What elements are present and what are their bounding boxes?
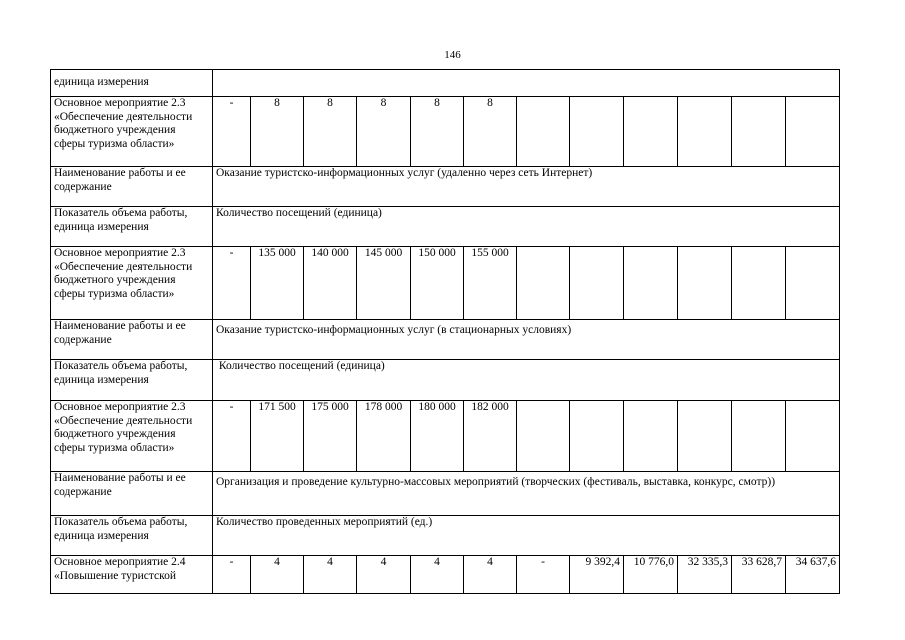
value-cell: 182 000 bbox=[464, 401, 517, 472]
row-span-text: Организация и проведение культурно-массовых мероприятий (творческих (фестиваль, выставка, конкурс, смотр)) bbox=[213, 472, 840, 516]
value-cell: 4 bbox=[357, 556, 411, 594]
value-cell bbox=[517, 97, 570, 167]
value-cell: 4 bbox=[464, 556, 517, 594]
row-label: Показатель объема работы, единица измерения bbox=[51, 360, 213, 401]
table-row bbox=[51, 97, 840, 167]
value-cell: 135 000 bbox=[251, 247, 304, 320]
value-cell: 8 bbox=[411, 97, 464, 167]
value-cell bbox=[786, 401, 840, 472]
row-span-text: Оказание туристско-информационных услуг (удаленно через сеть Интернет) bbox=[213, 167, 840, 207]
value-cell: 4 bbox=[411, 556, 464, 594]
value-cell bbox=[786, 97, 840, 167]
value-cell bbox=[570, 97, 624, 167]
row-label: Основное мероприятие 2.3 «Обеспечение деятельности бюджетного учреждения сферы туризма области» bbox=[51, 401, 213, 472]
value-cell: - bbox=[213, 97, 251, 167]
indicators-table bbox=[50, 69, 840, 594]
table-row bbox=[51, 320, 840, 360]
page-number: 146 bbox=[444, 49, 461, 61]
value-cell: 155 000 bbox=[464, 247, 517, 320]
value-cell bbox=[732, 247, 786, 320]
table-row bbox=[51, 247, 840, 320]
row-span-text: Количество посещений (единица) bbox=[213, 207, 840, 247]
value-cell: - bbox=[517, 556, 570, 594]
table-row bbox=[51, 70, 840, 97]
row-span-text: Оказание туристско-информационных услуг (в стационарных условиях) bbox=[213, 320, 840, 360]
row-label: Наименование работы и ее содержание bbox=[51, 472, 213, 516]
value-cell: 10 776,0 bbox=[624, 556, 678, 594]
value-cell: 8 bbox=[304, 97, 357, 167]
row-label: Наименование работы и ее содержание bbox=[51, 320, 213, 360]
row-label: Показатель объема работы, единица измерения bbox=[51, 516, 213, 556]
value-cell: 8 bbox=[251, 97, 304, 167]
table-row bbox=[51, 516, 840, 556]
value-cell: 8 bbox=[464, 97, 517, 167]
value-cell bbox=[624, 401, 678, 472]
row-span-text: Количество проведенных мероприятий (ед.) bbox=[213, 516, 840, 556]
row-label: Основное мероприятие 2.4 «Повышение туристской bbox=[51, 556, 213, 594]
value-cell bbox=[732, 401, 786, 472]
row-label: Основное мероприятие 2.3 «Обеспечение деятельности бюджетного учреждения сферы туризма области» bbox=[51, 97, 213, 167]
value-cell: 150 000 bbox=[411, 247, 464, 320]
value-cell bbox=[517, 247, 570, 320]
value-cell: 175 000 bbox=[304, 401, 357, 472]
value-cell: 140 000 bbox=[304, 247, 357, 320]
table-row bbox=[51, 167, 840, 207]
table-row bbox=[51, 360, 840, 401]
table-row bbox=[51, 472, 840, 516]
value-cell bbox=[624, 247, 678, 320]
value-cell: - bbox=[213, 247, 251, 320]
row-span-text bbox=[213, 70, 840, 97]
value-cell: 8 bbox=[357, 97, 411, 167]
row-label: Наименование работы и ее содержание bbox=[51, 167, 213, 207]
row-span-text: Количество посещений (единица) bbox=[213, 360, 840, 401]
value-cell bbox=[678, 97, 732, 167]
value-cell bbox=[570, 401, 624, 472]
value-cell: 178 000 bbox=[357, 401, 411, 472]
row-label: Основное мероприятие 2.3 «Обеспечение деятельности бюджетного учреждения сферы туризма области» bbox=[51, 247, 213, 320]
value-cell bbox=[732, 97, 786, 167]
value-cell: 4 bbox=[304, 556, 357, 594]
value-cell: 32 335,3 bbox=[678, 556, 732, 594]
value-cell bbox=[624, 97, 678, 167]
value-cell bbox=[678, 401, 732, 472]
value-cell: 34 637,6 bbox=[786, 556, 840, 594]
row-label: Показатель объема работы, единица измерения bbox=[51, 207, 213, 247]
table-row bbox=[51, 556, 840, 594]
value-cell bbox=[678, 247, 732, 320]
value-cell: 9 392,4 bbox=[570, 556, 624, 594]
value-cell: - bbox=[213, 401, 251, 472]
value-cell: 180 000 bbox=[411, 401, 464, 472]
value-cell bbox=[517, 401, 570, 472]
table-row bbox=[51, 207, 840, 247]
row-label: единица измерения bbox=[51, 70, 213, 97]
value-cell: 171 500 bbox=[251, 401, 304, 472]
value-cell: 145 000 bbox=[357, 247, 411, 320]
table-row bbox=[51, 401, 840, 472]
value-cell: 4 bbox=[251, 556, 304, 594]
value-cell bbox=[570, 247, 624, 320]
value-cell: 33 628,7 bbox=[732, 556, 786, 594]
value-cell bbox=[786, 247, 840, 320]
value-cell: - bbox=[213, 556, 251, 594]
